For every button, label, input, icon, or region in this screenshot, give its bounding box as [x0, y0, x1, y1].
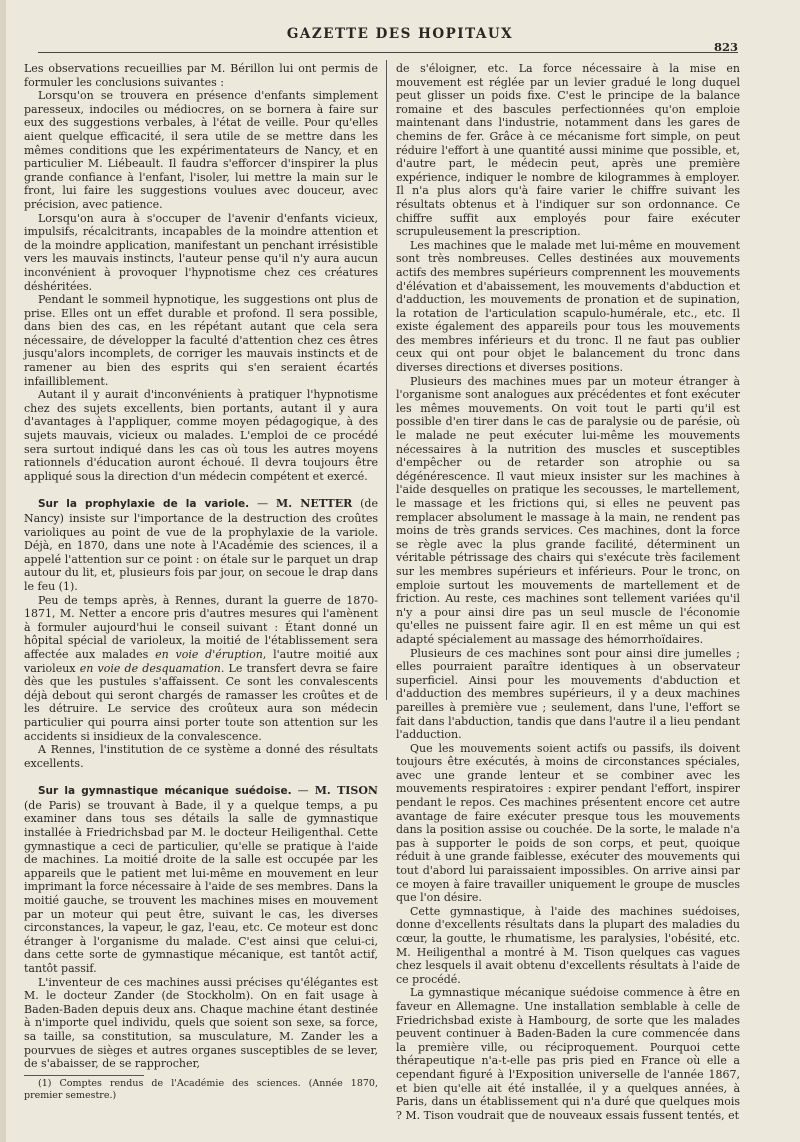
header-rule — [38, 52, 738, 53]
paragraph: Pendant le sommeil hypnotique, les suggestions ont plus de prise. Elles ont un effet durable et profond. Il sera possible, dans bien des cas, en les répétant autant que cela sera nécessaire, de développer la faculté d'attention chez ces êtres jusqu'alors incomplets, de corriger les mauvais instincts et de ramener au bien des esprits qui s'en seraient écartés infailliblement. — [24, 293, 378, 388]
page-edge-shadow — [0, 0, 6, 1142]
paragraph: Les observations recueillies par M. Bérillon lui ont permis de formuler les conclusions suivantes : — [24, 62, 378, 89]
right-column — [396, 62, 740, 1122]
paragraph: La gymnastique mécanique suédoise commence à être en faveur en Allemagne. Une installation semblable à celle de Friedrichsbad existe à Hambourg, de sorte que les malades peuvent continuer à Baden-Baden la cure commencée dans la première ville, ou réciproquement. Pourquoi cette thérapeutique n'a-t-elle pas pris pied en France où elle a cependant figuré à l'Exposition universelle de l'année 1867, et bien qu'elle ait été installée, il y a quelques années, à Paris, dans un établissement qui n'a duré que quelques mois ? M. Tison voudrait que de nouveaux essais fussent tentés, et — [396, 986, 740, 1122]
italic-run: en voie d'éruption — [155, 647, 263, 661]
text-run: . Le transfert devra se faire dès que les pustules s'affaissent. Ce sont les convalescents déjà debout qui seront chargés de ramasser les croûtes et de les détruire. Le service des croûteux aura son médecin particulier qui pourra ainsi porter toute son attention sur les accidents si insidieux de la convalescence. — [24, 661, 378, 743]
section-variole: Sur la prophylaxie de la variole. — M. NETTER (de Nancy) insiste sur l'importance de la destruction des croûtes varioliques au point de vue de la prophylaxie de la variole. Déjà, en 1870, dans une note à l'Académie des sciences, il a appelé l'attention sur ce point : on étale sur le parquet un drap autour du lit, et, plusieurs fois par jour, on secoue le drap dans le feu (1). — [24, 497, 378, 593]
section-gymnastique: Sur la gymnastique mécanique suédoise. — M. TISON (de Paris) se trouvant à Bade, il y a quelque temps, a pu examiner dans tous ses détails la salle de gymnastique installée à Friedrichsbad par M. le docteur Heiligenthal. Cette gymnastique a ceci de particulier, qu'elle se pratique à l'aide de machines. La moitié droite de la salle est occupée par les appareils que le patient met lui-même en mouvement en leur imprimant la force nécessaire à l'aide de ses membres. Dans la moitié gauche, se trouvent les machines mises en mouvement par un moteur qui peut être, suivant le cas, les diverses circonstances, la vapeur, le gaz, l'eau, etc. Ce moteur est donc étranger à l'organisme du malade. C'est ainsi que celui-ci, dans cette sorte de gymnastique mécanique, est tantôt actif, tantôt passif. — [24, 784, 378, 975]
section-author: M. TISON — [314, 784, 378, 798]
column-divider — [386, 60, 387, 700]
running-head: GAZETTE DES HOPITAUX — [286, 26, 514, 42]
paragraph: de s'éloigner, etc. La force nécessaire à la mise en mouvement est réglée par un levier gradué le long duquel peut glisser un poids fixe. C'est le principe de la balance romaine et des bascules perfectionnées qu'on emploie maintenant dans l'industrie, notamment dans les gares de chemins de fer. Grâce à ce mécanisme fort simple, on peut réduire l'effort à une quantité aussi minime que possible, et, d'autre part, le médecin peut, après une première expérience, indiquer le nombre de kilogrammes à employer. Il n'a plus alors qu'à faire varier le chiffre suivant les résultats obtenus et à l'indiquer sur son ordonnance. Ce chiffre suffit aux employés pour faire exécuter scrupuleusement la prescription. — [396, 62, 740, 239]
section-body: (de Nancy) insiste sur l'importance de la destruction des croûtes varioliques au point de vue de la prophylaxie de la variole. Déjà, en 1870, dans une note à l'Académie des sciences, il a appelé l'attention sur ce point : on étale sur le parquet un drap autour du lit, et, plusieurs fois par jour, on secoue le drap dans le feu (1). — [24, 497, 378, 593]
page-number: 823 — [713, 40, 738, 54]
paragraph: Lorsqu'on se trouvera en présence d'enfants simplement paresseux, indociles ou médiocres, on se bornera à faire sur eux des suggestions verbales, à l'état de veille. Pour qu'elles aient quelque efficacité, il sera utile de se mettre dans les mêmes conditions que les expérimentateurs de Nancy, et en particulier M. Liébeault. Il faudra s'efforcer d'inspirer la plus grande confiance à l'enfant, l'isoler, lui mettre la main sur le front, lui faire les suggestions voulues avec douceur, avec précision, avec patience. — [24, 89, 378, 211]
paragraph — [24, 594, 378, 744]
paragraph: Autant il y aurait d'inconvénients à pratiquer l'hypnotisme chez des sujets excellents, bien portants, autant il y aura d'avantages à l'appliquer, comme moyen pédagogique, à des sujets mauvais, vicieux ou malades. L'emploi de ce procédé sera surtout indiqué dans les cas où tous les autres moyens rationnels d'éducation auront échoué. Il devra toujours être appliqué sous la direction d'un médecin compétent et exercé. — [24, 388, 378, 483]
section-body: (de Paris) se trouvant à Bade, il y a quelque temps, a pu examiner dans tous ses détails la salle de gymnastique installée à Friedrichsbad par M. le docteur Heiligenthal. Cette gymnastique a ceci de particulier, qu'elle se pratique à l'aide de machines. La moitié droite de la salle est occupée par les appareils que le patient met lui-même en mouvement en leur imprimant la force nécessaire à l'aide de ses membres. Dans la moitié gauche, se trouvent les machines mises en mouvement par un moteur qui peut être, suivant le cas, les diverses circonstances, la vapeur, le gaz, l'eau, etc. Ce moteur est donc étranger à l'organisme du malade. C'est ainsi que celui-ci, dans cette sorte de gymnastique mécanique, est tantôt actif, tantôt passif. — [24, 798, 378, 975]
paragraph: Plusieurs de ces machines sont pour ainsi dire jumelles ; elles pourraient paraître identiques à un observateur superficiel. Ainsi pour les mouvements d'abduction et d'adduction des membres supérieurs, il y a deux machines pareilles à première vue ; seulement, dans l'une, l'effort se fait dans l'abduction, tandis que dans l'autre il a lieu pendant l'adduction. — [396, 646, 740, 742]
paragraph: Plusieurs des machines mues par un moteur étranger à l'organisme sont analogues aux précédentes et font exécuter les mêmes mouvements. On voit tout le parti qu'il est possible d'en tirer dans le cas de paralysie ou de parésie, où le malade ne peut exécuter lui-même les mouvements nécessaires à la nutrition des muscles et susceptibles d'empêcher ou de retarder son atrophie ou sa dégénérescence. Il vaut mieux insister sur les machines à l'aide desquelles on pratique les secousses, le martellement, le massage et les frictions qui, si elles ne peuvent pas remplacer absolument le massage à la main, ne rendent pas moins de très grands services. Ces machines, dont la force se règle avec la plus grande facilité, déterminent un véritable pétrissage des chairs qui s'exécute très facilement sur les membres supérieurs et inférieurs. Pour le tronc, on emploie surtout les mouvements de martellement et de friction. Au reste, ces machines sont tellement variées qu'il n'y a pour ainsi dire pas un seul muscle de l'économie qu'elles ne puissent faire agir. Il en est même un qui est adapté spécialement au massage des hémorrhoïdaires. — [396, 374, 740, 646]
paragraph: A Rennes, l'institution de ce système a donné des résultats excellents. — [24, 743, 378, 770]
italic-run: en voie de desquamation — [79, 661, 221, 675]
paragraph: Les machines que le malade met lui-même en mouvement sont très nombreuses. Celles destinées aux mouvements actifs des membres supérieurs comprennent les mouvements d'élévation et d'abaissement, les mouvements d'abduction et d'adduction, les mouvements de pronation et de supination, la rotation de l'articulation scapulo-humérale, etc., etc. Il existe également des appareils pour tous les mouvements des membres inférieurs et du tronc. Il ne faut pas oublier ceux qui ont pour objet le balancement du tronc dans diverses directions et diverses positions. — [396, 238, 740, 375]
left-column — [24, 62, 378, 1102]
paragraph: Que les mouvements soient actifs ou passifs, ils doivent toujours être exécutés, à moins de circonstances spéciales, avec une grande lenteur et se combiner avec les mouvements respiratoires : expirer pendant l'effort, inspirer pendant le repos. Ces machines présentent encore cet autre avantage de faire exécuter presque tous les mouvements dans la position assise ou couchée. De la sorte, le malade n'a pas à supporter le poids de son corps, et peut, quoique réduit à une grande faiblesse, exécuter des mouvements qui tout d'abord lui paraissaient impossibles. On arrive ainsi par ce moyen à faire travailler uniquement le groupe de muscles que l'on désire. — [396, 741, 740, 905]
text-run: Peu de temps après, à Rennes, durant la guerre de 1870-1871, M. Netter a encore pris d'autres mesures qui l'amènent à formuler aujourd'hui le conseil suivant : Étant donné un hôpital spécial de varioleux, la moitié de l'établissement sera affectée aux malades — [24, 593, 378, 661]
section-author: M. NETTER — [276, 497, 353, 511]
paragraph: Cette gymnastique, à l'aide des machines suédoises, donne d'excellents résultats dans la plupart des maladies du cœur, la goutte, le rhumatisme, les paralysies, l'obésité, etc. M. Heiligenthal a montré à M. Tison quelques cas vagues chez lesquels il avait obtenu d'excellents résultats à l'aide de ce procédé. — [396, 904, 740, 986]
footnote-rule — [24, 1075, 144, 1076]
section-heading: Sur la gymnastique mécanique suédoise. — [38, 785, 292, 798]
footnote: (1) Comptes rendus de l'Académie des sciences. (Année 1870, premier semestre.) — [24, 1077, 378, 1101]
section-heading: Sur la prophylaxie de la variole. — [38, 498, 250, 511]
paragraph: L'inventeur de ces machines aussi précises qu'élégantes est M. le docteur Zander (de Stockholm). On en fait usage à Baden-Baden depuis deux ans. Chaque machine étant destinée à n'importe quel individu, quels que soient son sexe, sa force, sa taille, sa constitution, sa musculature, M. Zander les a pourvues de sièges et autres organes susceptibles de se lever, de s'abaisser, de se rapprocher, — [24, 975, 378, 1071]
text-run: , l'autre moitié aux varioleux — [24, 647, 379, 675]
paragraph: Lorsqu'on aura à s'occuper de l'avenir d'enfants vicieux, impulsifs, récalcitrants, incapables de la moindre attention et de la moindre application, manifestant un penchant irrésistible vers les mauvais instincts, l'auteur pense qu'il n'y aura aucun inconvénient à provoquer l'hypnotisme chez ces créatures déshéritées. — [24, 211, 378, 293]
